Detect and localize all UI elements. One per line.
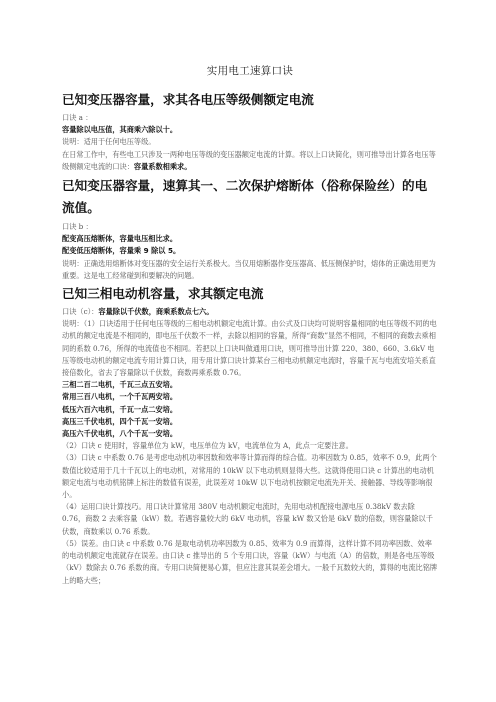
section3-label: 口诀（c）： xyxy=(62,307,99,317)
rule-380v: 常用三百八电机，一个千瓦两安培。 xyxy=(62,392,178,402)
rule-3kv: 高压三千伏电机，四个千瓦一安培。 xyxy=(62,416,178,426)
section2-line1: 配变高压熔断体，容量电压相比求。 xyxy=(62,234,178,244)
section3-formula: 容量除以千伏数，商乘系数点七六。 xyxy=(98,307,214,317)
section1-body-text: 在日常工作中，有些电工只涉及一两种电压等级的变压器额定电流的计算。将以上口诀简化，则可推导出计算各电压等级侧额定电流的口诀： xyxy=(62,149,436,171)
section3-heading: 已知三相电动机容量，求其额定电流 xyxy=(62,286,264,302)
section3-note: 说明：（1）口诀适用于任何电压等级的三相电动机额定电流计算。由公式及口诀均可说明容量相同的电压等级不同的电动机的额定电流是不相同的，即电压千伏数不一样，去除以相同的容量，所得“商数”显然不相同，不相同的商数去乘相同的系数 0.76，所得的电流值也不相同。若把以上口诀叫做通用口诀，则可推导出计算 220、380、660、3.6kV 电压等级电动机的额定电流专用计算口诀，用专用计算口诀计算某台三相电动机额定电流时，容量千瓦与电流安培关系直接倍数化，省去了容量除以千伏数，商数再乘系数 0.76。 xyxy=(62,319,437,378)
section2-label: 口诀 b ： xyxy=(62,222,93,232)
section1-heading: 已知变压器容量，求其各电压等级侧额定电流 xyxy=(62,92,314,107)
section1-body-bold: 容量系数相乘求。 xyxy=(133,161,192,171)
section3-point2: （2）口诀 c 使用时，容量单位为 kW，电压单位为 kV，电流单位为 A，此点一定要注意。 xyxy=(62,441,353,451)
section1-note: 说明：适用于任何电压等级。 xyxy=(62,137,156,147)
rule-220v: 三相二百二电机，千瓦三点五安培。 xyxy=(62,380,178,390)
section2-note: 说明：正确选用熔断体对变压器的安全运行关系极大。当仅用熔断器作变压器高、低压侧保护时，熔体的正确选用更为重要。这是电工经常碰到和要解决的问题。 xyxy=(62,258,436,280)
rule-6kv: 高压六千伏电机，八个千瓦一安培。 xyxy=(62,429,178,439)
section2-heading: 已知变压器容量，速算其一、二次保护熔断体（俗称保险丝）的电流值。 xyxy=(62,178,428,216)
document-content xyxy=(62,63,438,587)
section1-formula: 容量除以电压值，其商乘六除以十。 xyxy=(62,125,178,135)
section2-line2: 配变低压熔断体，容量乘 9 除以 5。 xyxy=(62,246,181,256)
section3-point3: （3）口诀 c 中系数 0.76 是考虑电动机功率因数和效率等计算而得的综合值。功率因数为 0.85，效率不 0.9，此两个数值比较适用于几十千瓦以上的电动机，对常用的 10kW 以下电动机则显得大些。这就得使用口诀 c 计算出的电动机额定电流与电动机铭牌上标注的数值有误差，此误差对 10kW 以下电动机按额定电流先开关、接触器、导线等影响很小。 xyxy=(62,453,437,500)
section1-label: 口诀 a ： xyxy=(62,113,93,122)
document-title: 实用电工速算口诀 xyxy=(206,65,294,77)
section3-label-line xyxy=(62,306,438,318)
section3-point5: （5）误差。由口诀 c 中系数 0.76 是取电动机功率因数为 0.85、效率为 0.9 而算得，这样计算不同功率因数、效率的电动机额定电流就存在误差。由口诀 c 推导出的 5 个专用口诀，容量（kW）与电流（A）的倍数，则是各电压等级（kV）数除去 0.76 系数的商。专用口诀简便易心算，但应注意其误差会增大。一般千瓦数较大的，算得的电流比铭牌上的略大些； xyxy=(62,538,438,585)
section3-point4: （4）运用口诀计算技巧。用口诀计算常用 380V 电动机额定电流时，先用电动机配接电源电压 0.38kV 数去除 0.76，商数 2 去乘容量（kW）数。若遇容量较大的 6kV 电动机，容量 kW 数又恰是 6kV 数的倍数，则容量除以千伏数，商数乘以 0.76 系数。 xyxy=(62,502,433,536)
rule-660v: 低压六百六电机，千瓦一点二安培。 xyxy=(62,404,178,414)
section1-body xyxy=(62,149,438,173)
